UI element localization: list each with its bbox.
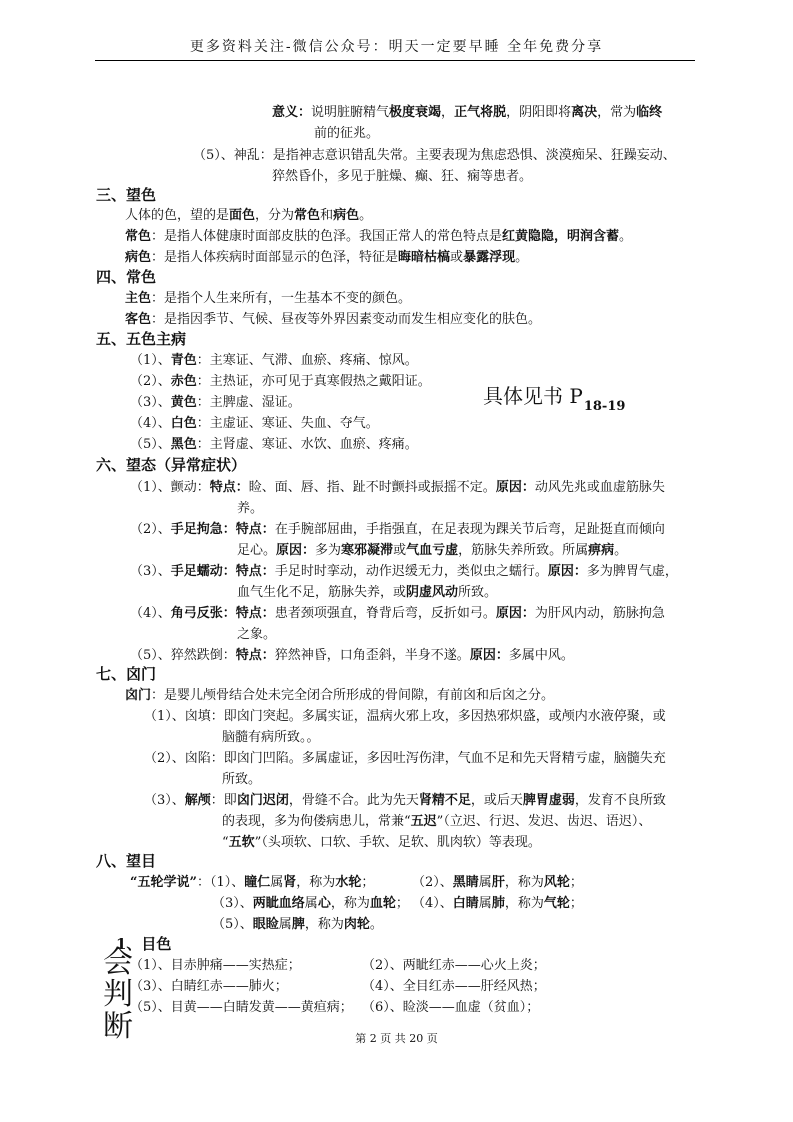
page-header: 更多资料关注-微信公众号：明天一定要早睡 全年免费分享 [189,39,604,55]
wulun-row: （3）、两眦血络属心，称为血轮； [212,896,409,911]
s7-item: （1）、囟填：即囟门突起。多属实证，温病火邪上攻，多因热邪炽盛，或颅内水液停聚，或 [144,709,666,724]
book-reference: 具体见书 $P_{18-19}$ [483,384,626,414]
shenluan-line: （5）、神乱：是指神志意识错乱失常。主要表现为焦虑恐惧、淡漠痴呆、狂躁妄动、 [193,148,676,163]
s6-item-cont: 之象。 [237,627,277,642]
s5-item: （5）、黑色：主肾虚、寒证、水饮、血瘀、疼痛。 [130,437,418,452]
meaning-cont: 前的征兆。 [314,126,380,141]
s6-item-cont: 足心。原因：多为寒邪凝滞或气血亏虚，筋脉失养所致。所属痹病。 [237,543,628,558]
section-heading: 四、常色 [96,268,157,286]
side-char: 会 [103,945,133,980]
s7-item-cont: 所致。 [222,772,262,787]
mu-item: （6）、睑淡——血虚（贫血）； [362,1000,540,1015]
s7-def: 囟门：是婴儿颅骨结合处未完全闭合所形成的骨间隙，有前囟和后囟之分。 [125,688,555,703]
s5-item: （3）、黄色：主脾虚、湿证。 [130,395,301,410]
s7-item: （2）、囟陷：即囟门凹陷。多属虚证，多因吐泻伤津，气血不足和先天肾精亏虚，脑髓失充 [144,751,666,766]
mu-item: （5）、目黄——白睛发黄——黄疸病； [130,1000,353,1015]
s7-item-cont: “五软”（头项软、口软、手软、足软、肌肉软）等表现。 [222,835,541,850]
s5-item: （1）、青色：主寒证、气滞、血瘀、疼痛、惊风。 [130,353,418,368]
mu-item: （1）、目赤肿痛——实热症； [130,958,301,973]
s4-kese: 客色：是指因季节、气候、昼夜等外界因素变动而发生相应变化的肤色。 [125,312,542,327]
side-char: 判 [103,977,133,1012]
mu-item: （3）、白睛红赤——肺火； [130,979,288,994]
sub-heading: 1、目色 [116,935,172,953]
side-char: 断 [103,1009,133,1044]
section-heading: 八、望目 [96,852,157,870]
s6-item: （3）、手足蠕动：特点：手足时时挛动，动作迟缓无力，类似虫之蠕行。原因：多为脾胃气虚， [130,564,678,579]
wulun-row: （4）、白睛属肺，称为气轮； [412,896,583,911]
section-heading: 六、望态（异常症状） [96,456,247,474]
s3-intro: 人体的色，望的是面色，分为常色和病色。 [125,208,373,223]
section-heading: 七、囟门 [96,665,157,683]
wulun-row: “五轮学说”：（1）、瞳仁属肾，称为水轮； [130,875,375,890]
s4-zhuse: 主色：是指个人生来所有，一生基本不变的颜色。 [125,291,412,306]
mu-item: （2）、两眦红赤——心火上炎； [362,958,546,973]
s3-changse: 常色：是指人体健康时面部皮肤的色泽。我国正常人的常色特点是红黄隐隐，明润含蓄。 [125,229,633,244]
shenluan-cont: 猝然昏仆，多见于脏燥、癫、狂、痫等患者。 [272,169,533,184]
s7-item-cont: 脑髓有病所致。。 [222,730,320,745]
meaning-line: 意义：说明脏腑精气极度衰竭，正气将脱，阴阳即将离决，常为临终 [272,105,663,120]
s6-item: （1）、颤动：特点：睑、面、唇、指、趾不时颤抖或振摇不定。原因：动风先兆或血虚筋脉失 [130,480,665,495]
section-heading: 五、五色主病 [96,330,187,348]
s6-item-cont: 血气生化不足，筋脉失养，或阴虚风动所致。 [237,585,498,600]
s7-item-cont: 的表现，多为佝偻病患儿，常兼“五迟”（立迟、行迟、发迟、齿迟、语迟）、 [222,814,652,829]
s3-bingse: 病色：是指人体疾病时面部显示的色泽，特征是晦暗枯槁或暴露浮现。 [125,250,529,265]
header-rule [95,60,695,61]
wulun-row: （2）、黑睛属肝，称为风轮； [412,875,583,890]
s6-item: （2）、手足拘急：特点：在手腕部屈曲，手指强直，在足表现为踝关节后弯，足趾挺直而倾向 [130,522,665,537]
mu-item: （4）、全目红赤——肝经风热； [362,979,546,994]
s6-item: （4）、角弓反张：特点：患者颈项强直，脊背后弯，反折如弓。原因：为肝风内动，筋脉拘急 [130,606,665,621]
section-heading: 三、望色 [96,186,157,204]
page-number: 第 2 页 共 20 页 [355,1032,438,1045]
s7-item: （3）、解颅：即囟门迟闭，骨缝不合。此为先天肾精不足，或后天脾胃虚弱，发育不良所致 [144,793,666,808]
s6-item: （5）、猝然跌倒：特点：猝然神昏，口角歪斜，半身不遂。原因：多属中风。 [130,648,574,663]
s6-item-cont: 养。 [237,501,264,516]
wulun-row: （5）、眼睑属脾，称为肉轮。 [212,917,383,932]
s5-item: （2）、赤色：主热证，亦可见于真寒假热之戴阳证。 [130,374,431,389]
s5-item: （4）、白色：主虚证、寒证、失血、夺气。 [130,416,379,431]
